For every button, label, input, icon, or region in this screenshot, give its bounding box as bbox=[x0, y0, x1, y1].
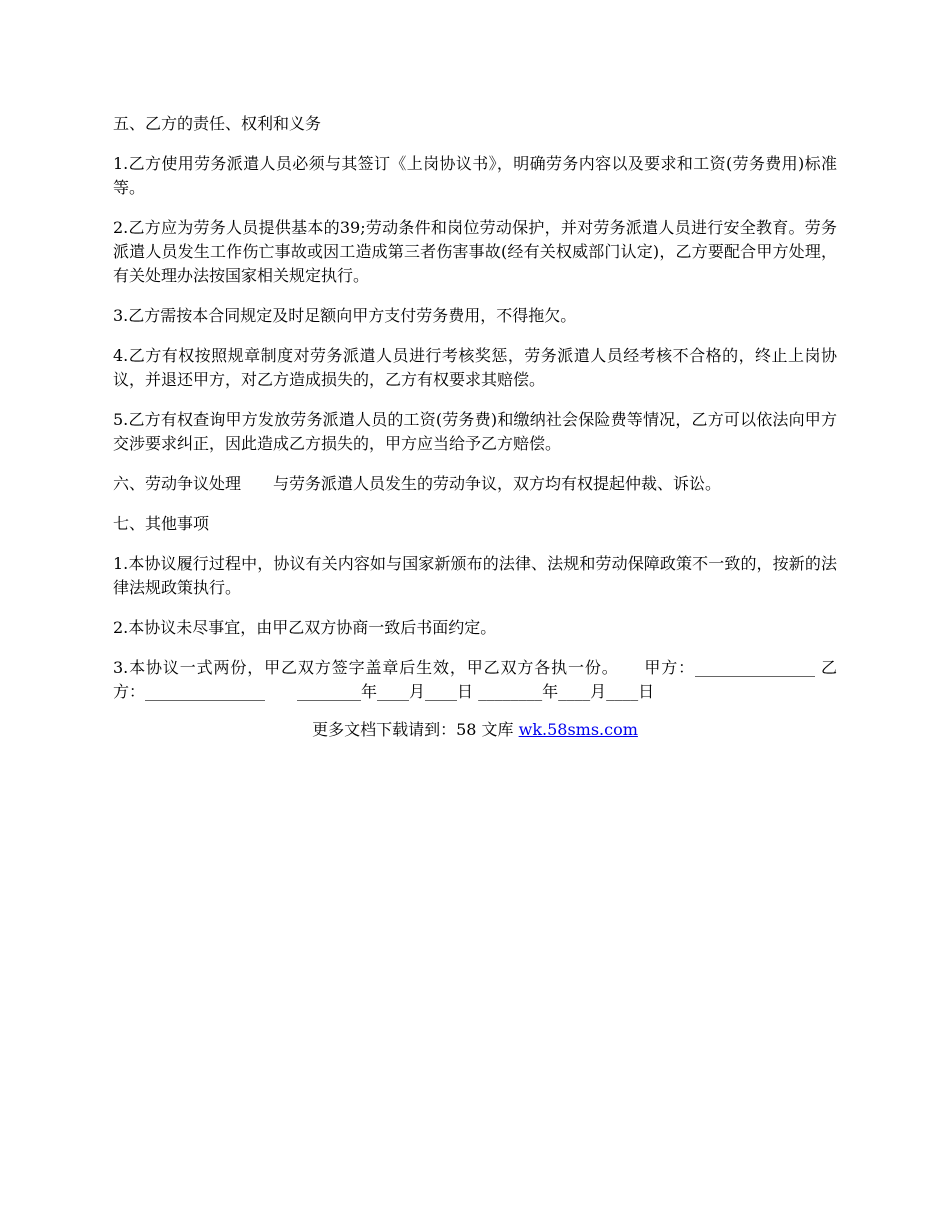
paragraph-5-2: 2.乙方应为劳务人员提供基本的39;劳动条件和岗位劳动保护，并对劳务派遣人员进行安全教育。劳务派遣人员发生工作伤亡事故或因工造成第三者伤害事故(经有关权威部门认定)，乙方要配合甲方处理，有关处理办法按国家相关规定执行。 bbox=[113, 218, 837, 285]
section-heading-7: 七、其他事项 bbox=[113, 514, 210, 533]
paragraph-5-1: 1.乙方使用劳务派遣人员必须与其签订《上岗协议书》，明确劳务内容以及要求和工资(劳务费用)标准等。 bbox=[113, 154, 837, 197]
paragraph-5-4: 4.乙方有权按照规章制度对劳务派遣人员进行考核奖惩，劳务派遣人员经考核不合格的，终止上岗协议，并退还甲方，对乙方造成损失的，乙方有权要求其赔偿。 bbox=[113, 346, 837, 389]
paragraph-7-2: 2.本协议未尽事宜，由甲乙双方协商一致后书面约定。 bbox=[113, 618, 497, 637]
document-body bbox=[113, 112, 837, 720]
footer-link[interactable]: wk.58sms.com bbox=[518, 720, 638, 739]
paragraph-5-3: 3.乙方需按本合同规定及时足额向甲方支付劳务费用，不得拖欠。 bbox=[113, 306, 577, 325]
paragraph-7-3-signatures: 3.本协议一式两份，甲乙双方签字盖章后生效，甲乙双方各执一份。 甲方：_______________ 乙方：_______________ ________年____月____日 ________年____月____日 bbox=[113, 658, 837, 701]
download-footer bbox=[0, 718, 950, 742]
section-6-dispute: 六、劳动争议处理 与劳务派遣人员发生的劳动争议，双方均有权提起仲裁、诉讼。 bbox=[113, 474, 722, 493]
paragraph-5-5: 5.乙方有权查询甲方发放劳务派遣人员的工资(劳务费)和缴纳社会保险费等情况，乙方可以依法向甲方交涉要求纠正，因此造成乙方损失的，甲方应当给予乙方赔偿。 bbox=[113, 410, 837, 453]
section-heading-5: 五、乙方的责任、权利和义务 bbox=[113, 114, 322, 133]
footer-prefix: 更多文档下载请到：58 文库 bbox=[312, 720, 519, 739]
paragraph-7-1: 1.本协议履行过程中，协议有关内容如与国家新颁布的法律、法规和劳动保障政策不一致的，按新的法律法规政策执行。 bbox=[113, 554, 837, 597]
